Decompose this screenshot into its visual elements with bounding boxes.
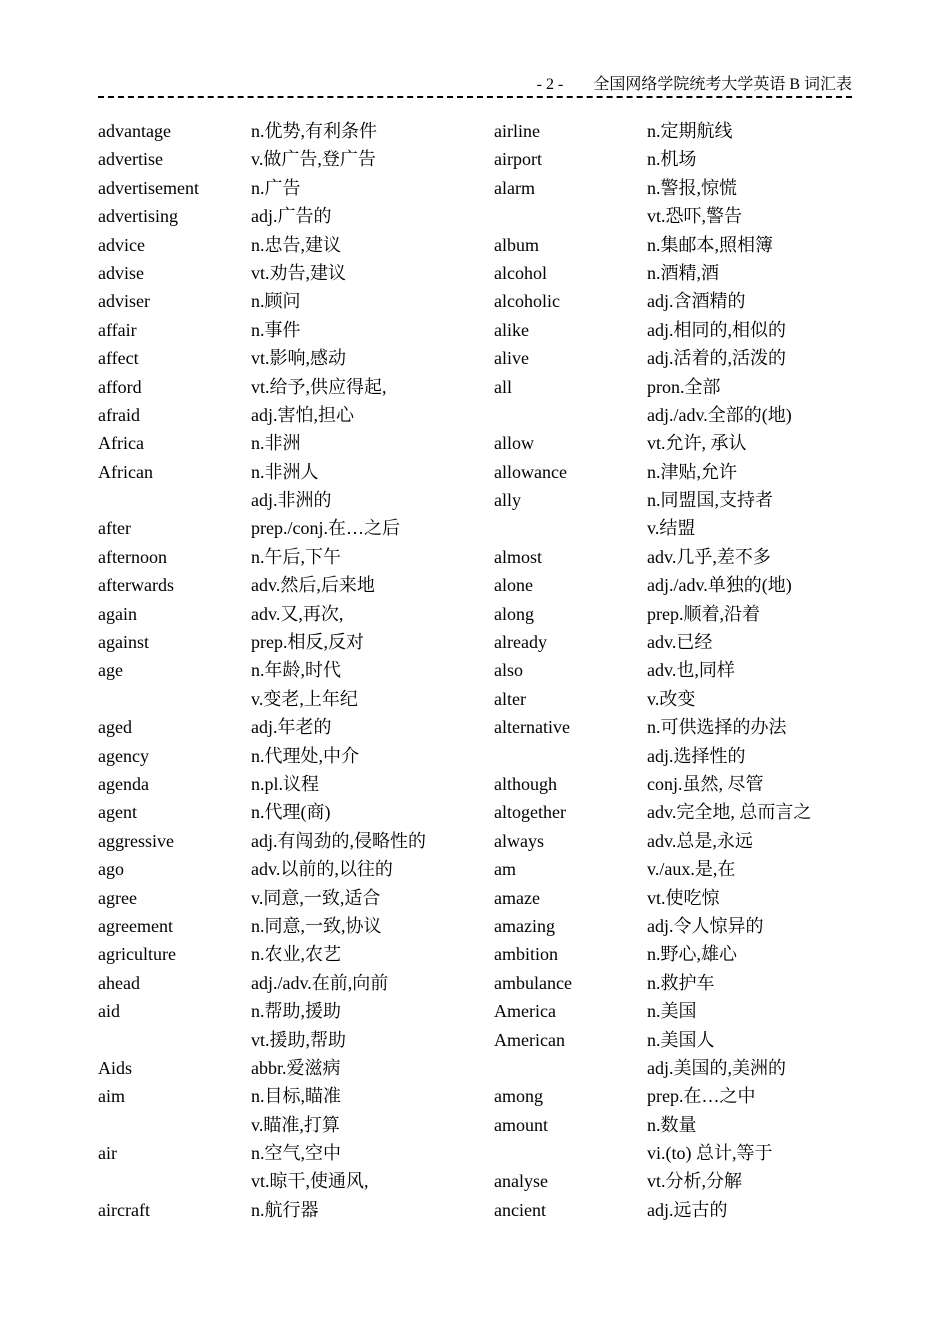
vocab-definition: vt.影响,感动 — [251, 348, 347, 369]
vocab-word: advantage — [98, 121, 171, 141]
vocab-entry — [494, 401, 811, 429]
vocab-entry — [494, 344, 811, 372]
vocab-definition: adj./adv.在前,向前 — [251, 972, 389, 993]
vocab-definition: adj.活着的,活泼的 — [647, 348, 786, 369]
vocab-definition: n.同意,一致,协议 — [251, 915, 382, 936]
vocab-word: allow — [494, 433, 534, 454]
vocab-word: album — [494, 234, 539, 255]
vocab-word: after — [98, 518, 131, 539]
vocab-definition: adj.含酒精的 — [647, 291, 746, 312]
vocab-definition: adj.美国的,美洲的 — [647, 1057, 786, 1078]
vocab-word: alter — [494, 688, 526, 709]
vocab-entry — [98, 543, 426, 571]
vocab-definition: abbr.爱滋病 — [251, 1057, 341, 1078]
vocab-definition: prep.相反,反对 — [251, 632, 364, 653]
vocab-definition: n.农业,农艺 — [251, 944, 341, 965]
vocab-word: aid — [98, 1001, 120, 1022]
vocab-entry — [98, 429, 426, 457]
vocab-definition: n.事件 — [251, 319, 301, 340]
vocab-word: alarm — [494, 177, 535, 198]
vocab-entry — [494, 770, 811, 798]
vocab-entry — [494, 145, 811, 173]
vocab-definition: n.机场 — [647, 149, 697, 170]
vocab-word: advise — [98, 262, 144, 283]
vocab-definition: n.广告 — [251, 177, 301, 198]
vocab-definition: prep.顺着,沿着 — [647, 603, 760, 624]
vocab-entry — [494, 1167, 811, 1195]
vocab-definition: n.优势,有利条件 — [251, 121, 377, 141]
vocab-word: ancient — [494, 1199, 546, 1220]
vocab-entry — [98, 912, 426, 940]
vocab-word: affect — [98, 348, 139, 369]
vocab-definition: n.pl.议程 — [251, 773, 320, 794]
vocab-definition: v./aux.是,在 — [647, 859, 736, 880]
vocab-entry — [98, 656, 426, 684]
vocab-word: advertise — [98, 149, 163, 170]
vocab-definition: vt.晾干,使通风, — [251, 1171, 369, 1192]
vocab-word: all — [494, 376, 512, 397]
vocab-entry — [98, 628, 426, 656]
vocab-definition: v.变老,上年纪 — [251, 688, 358, 709]
vocab-entry — [98, 1026, 426, 1054]
vocab-entry — [98, 202, 426, 230]
vocab-word: agency — [98, 745, 149, 766]
vocab-entry — [494, 429, 811, 457]
vocab-entry — [494, 287, 811, 315]
vocab-entry — [98, 1139, 426, 1167]
vocab-word: although — [494, 773, 557, 794]
vocab-word: Aids — [98, 1057, 133, 1078]
vocab-definition: n.非洲人 — [251, 461, 319, 482]
vocab-entry — [98, 514, 426, 542]
vocab-word: also — [494, 660, 523, 681]
vocab-word: afternoon — [98, 546, 167, 567]
vocab-word: aggressive — [98, 830, 174, 851]
vocab-definition: adv.又,再次, — [251, 603, 344, 624]
vocab-entry — [98, 117, 426, 145]
vocab-definition: adj.选择性的 — [647, 745, 746, 766]
document-title: 全国网络学院统考大学英语 B 词汇表 — [593, 76, 852, 93]
vocab-entry — [98, 571, 426, 599]
vocab-definition: adj.年老的 — [251, 717, 332, 738]
vocab-definition: vt.使吃惊 — [647, 887, 720, 908]
vocab-word: ahead — [98, 972, 140, 993]
vocab-definition: n.津贴,允许 — [647, 461, 737, 482]
vocab-entry — [98, 259, 426, 287]
vocab-definition: n.年龄,时代 — [251, 660, 341, 681]
vocab-word: air — [98, 1143, 117, 1164]
vocab-entry — [494, 1196, 811, 1224]
vocab-word: almost — [494, 546, 542, 567]
vocab-entry — [98, 600, 426, 628]
vocab-entry — [98, 685, 426, 713]
vocab-definition: prep./conj.在…之后 — [251, 518, 400, 539]
vocab-entry — [494, 940, 811, 968]
vocab-entry — [494, 600, 811, 628]
vocab-entry — [494, 259, 811, 287]
vocab-entry — [494, 1026, 811, 1054]
vocab-entry — [494, 571, 811, 599]
vocab-word: always — [494, 830, 544, 851]
vocab-entry — [98, 458, 426, 486]
vocab-entry — [98, 827, 426, 855]
vocab-word: ally — [494, 490, 521, 511]
vocab-entry — [98, 401, 426, 429]
vocab-word: afford — [98, 376, 142, 397]
vocab-word: altogether — [494, 802, 566, 823]
vocab-definition: v.瞄准,打算 — [251, 1114, 340, 1135]
vocab-word: advertising — [98, 206, 178, 227]
vocab-definition: n.顾问 — [251, 291, 301, 312]
vocab-word: agreement — [98, 915, 173, 936]
vocab-entry — [494, 1082, 811, 1110]
vocab-entry — [494, 1111, 811, 1139]
vocab-definition: adv.几乎,差不多 — [647, 546, 771, 567]
vocab-definition: n.救护车 — [647, 972, 715, 993]
vocab-entry — [494, 458, 811, 486]
vocab-word: agenda — [98, 773, 149, 794]
vocab-definition: n.帮助,援助 — [251, 1001, 341, 1022]
vocab-definition: n.美国 — [647, 1001, 697, 1022]
vocab-definition: adj.非洲的 — [251, 490, 332, 511]
vocab-definition: vt.给予,供应得起, — [251, 376, 387, 397]
vocab-entry — [98, 344, 426, 372]
vocab-word: afterwards — [98, 575, 174, 596]
vocab-definition: vt.分析,分解 — [647, 1171, 743, 1192]
vocab-entry — [98, 940, 426, 968]
vocab-word: America — [494, 1001, 556, 1022]
vocab-word: aim — [98, 1086, 125, 1107]
vocab-word: along — [494, 603, 534, 624]
vocab-word: airline — [494, 121, 540, 141]
vocab-entry — [98, 713, 426, 741]
vocab-definition: adv.总是,永远 — [647, 830, 753, 851]
vocab-entry — [98, 997, 426, 1025]
vocab-definition: adj.远古的 — [647, 1199, 728, 1220]
vocab-definition: n.空气,空中 — [251, 1143, 341, 1164]
vocab-entry — [98, 373, 426, 401]
vocab-definition: n.警报,惊慌 — [647, 177, 737, 198]
vocab-word: alike — [494, 319, 529, 340]
vocab-word: age — [98, 660, 123, 681]
vocab-definition: n.美国人 — [647, 1029, 715, 1050]
vocab-entry — [494, 117, 811, 145]
vocab-word: aged — [98, 717, 132, 738]
vocab-word: amazing — [494, 915, 555, 936]
vocab-definition: vt.劝告,建议 — [251, 262, 347, 283]
vocab-entry — [494, 884, 811, 912]
vocab-word: alcoholic — [494, 291, 560, 312]
vocab-word: allowance — [494, 461, 567, 482]
vocab-entry — [494, 373, 811, 401]
vocab-word: ambulance — [494, 972, 572, 993]
vocab-word: am — [494, 859, 516, 880]
vocab-entry — [98, 742, 426, 770]
vocab-entry — [494, 486, 811, 514]
vocab-entry — [98, 1167, 426, 1195]
vocab-word: aircraft — [98, 1199, 150, 1220]
vocab-word: Africa — [98, 433, 144, 454]
vocab-definition: adv.也,同样 — [647, 660, 735, 681]
vocab-word: American — [494, 1029, 565, 1050]
vocab-word: among — [494, 1086, 543, 1107]
vocab-entry — [98, 174, 426, 202]
vocab-word: adviser — [98, 291, 150, 312]
right-vocabulary-column — [494, 117, 811, 1224]
vocab-definition: vt.允许, 承认 — [647, 433, 747, 454]
vocab-definition: adj./adv.全部的(地) — [647, 404, 792, 425]
vocab-definition: adv.以前的,以往的 — [251, 859, 393, 880]
vocab-entry — [98, 287, 426, 315]
vocab-word: ambition — [494, 944, 558, 965]
page-number: - 2 - — [536, 76, 564, 93]
vocab-word: alive — [494, 348, 529, 369]
page-header — [537, 74, 852, 96]
vocab-definition: adj.令人惊异的 — [647, 915, 764, 936]
vocab-definition: n.定期航线 — [647, 121, 733, 141]
header-dashed-rule — [98, 96, 852, 98]
vocab-word: alternative — [494, 717, 570, 738]
vocab-word: advice — [98, 234, 145, 255]
vocab-word: ago — [98, 859, 124, 880]
vocab-word: afraid — [98, 404, 140, 425]
vocab-definition: conj.虽然, 尽管 — [647, 773, 764, 794]
vocab-word: agent — [98, 802, 137, 823]
vocab-word: amount — [494, 1114, 548, 1135]
vocab-definition: v.改变 — [647, 688, 696, 709]
vocab-word: again — [98, 603, 137, 624]
vocab-definition: adv.然后,后来地 — [251, 575, 375, 596]
vocab-word: alone — [494, 575, 533, 596]
vocab-definition: adj.害怕,担心 — [251, 404, 354, 425]
vocab-entry — [98, 1196, 426, 1224]
left-vocabulary-column — [98, 117, 426, 1224]
vocab-definition: prep.在…之中 — [647, 1086, 756, 1107]
vocab-entry — [494, 798, 811, 826]
vocab-definition: n.集邮本,照相簿 — [647, 234, 773, 255]
vocab-entry — [98, 855, 426, 883]
vocab-entry — [98, 884, 426, 912]
vocab-definition: v.做广告,登广告 — [251, 149, 376, 170]
vocab-definition: adj./adv.单独的(地) — [647, 575, 792, 596]
vocab-entry — [98, 486, 426, 514]
vocab-entry — [494, 628, 811, 656]
vocab-entry — [98, 1054, 426, 1082]
vocab-definition: n.数量 — [647, 1114, 697, 1135]
vocab-word: alcohol — [494, 262, 547, 283]
vocab-word: agriculture — [98, 944, 176, 965]
vocab-definition: adv.已经 — [647, 632, 713, 653]
vocab-definition: n.忠告,建议 — [251, 234, 341, 255]
vocab-definition: n.野心,雄心 — [647, 944, 737, 965]
vocab-entry — [494, 316, 811, 344]
vocab-entry — [98, 1111, 426, 1139]
vocab-entry — [494, 685, 811, 713]
vocab-entry — [98, 798, 426, 826]
vocab-entry — [98, 1082, 426, 1110]
vocab-entry — [98, 316, 426, 344]
vocab-word: affair — [98, 319, 137, 340]
vocab-definition: adj.广告的 — [251, 206, 332, 227]
vocab-entry — [494, 912, 811, 940]
vocab-entry — [98, 231, 426, 259]
vocab-definition: adj.有闯劲的,侵略性的 — [251, 830, 426, 851]
vocab-definition: adj.相同的,相似的 — [647, 319, 786, 340]
vocab-definition: n.航行器 — [251, 1199, 319, 1220]
vocab-word: agree — [98, 887, 137, 908]
vocab-entry — [494, 969, 811, 997]
vocab-word: African — [98, 461, 153, 482]
vocab-definition: vt.援助,帮助 — [251, 1029, 347, 1050]
vocab-definition: n.同盟国,支持者 — [647, 490, 773, 511]
vocab-word: amaze — [494, 887, 540, 908]
vocab-definition: v.结盟 — [647, 518, 696, 539]
vocab-entry — [494, 174, 811, 202]
vocab-word: against — [98, 632, 149, 653]
vocab-entry — [494, 202, 811, 230]
vocab-entry — [494, 827, 811, 855]
vocab-definition: n.目标,瞄准 — [251, 1086, 341, 1107]
vocab-definition: adv.完全地, 总而言之 — [647, 802, 812, 823]
vocab-definition: n.代理处,中介 — [251, 745, 359, 766]
vocab-definition: v.同意,一致,适合 — [251, 887, 381, 908]
vocab-entry — [98, 770, 426, 798]
vocab-word: advertisement — [98, 177, 199, 198]
vocab-definition: n.代理(商) — [251, 802, 331, 823]
vocab-definition: n.午后,下午 — [251, 546, 341, 567]
vocab-entry — [98, 145, 426, 173]
vocab-word: airport — [494, 149, 542, 170]
vocab-entry — [98, 969, 426, 997]
vocab-definition: n.酒精,酒 — [647, 262, 719, 283]
vocab-definition: vi.(to) 总计,等于 — [647, 1143, 773, 1164]
vocab-definition: pron.全部 — [647, 376, 721, 397]
vocab-entry — [494, 543, 811, 571]
vocab-entry — [494, 855, 811, 883]
vocab-entry — [494, 656, 811, 684]
vocab-word: already — [494, 632, 547, 653]
vocab-definition: n.非洲 — [251, 433, 301, 454]
vocab-entry — [494, 514, 811, 542]
vocab-entry — [494, 742, 811, 770]
vocab-entry — [494, 997, 811, 1025]
vocab-entry — [494, 231, 811, 259]
vocab-definition: vt.恐吓,警告 — [647, 206, 743, 227]
vocab-word: analyse — [494, 1171, 548, 1192]
vocab-entry — [494, 1139, 811, 1167]
vocab-definition: n.可供选择的办法 — [647, 717, 787, 738]
vocab-entry — [494, 713, 811, 741]
vocab-entry — [494, 1054, 811, 1082]
